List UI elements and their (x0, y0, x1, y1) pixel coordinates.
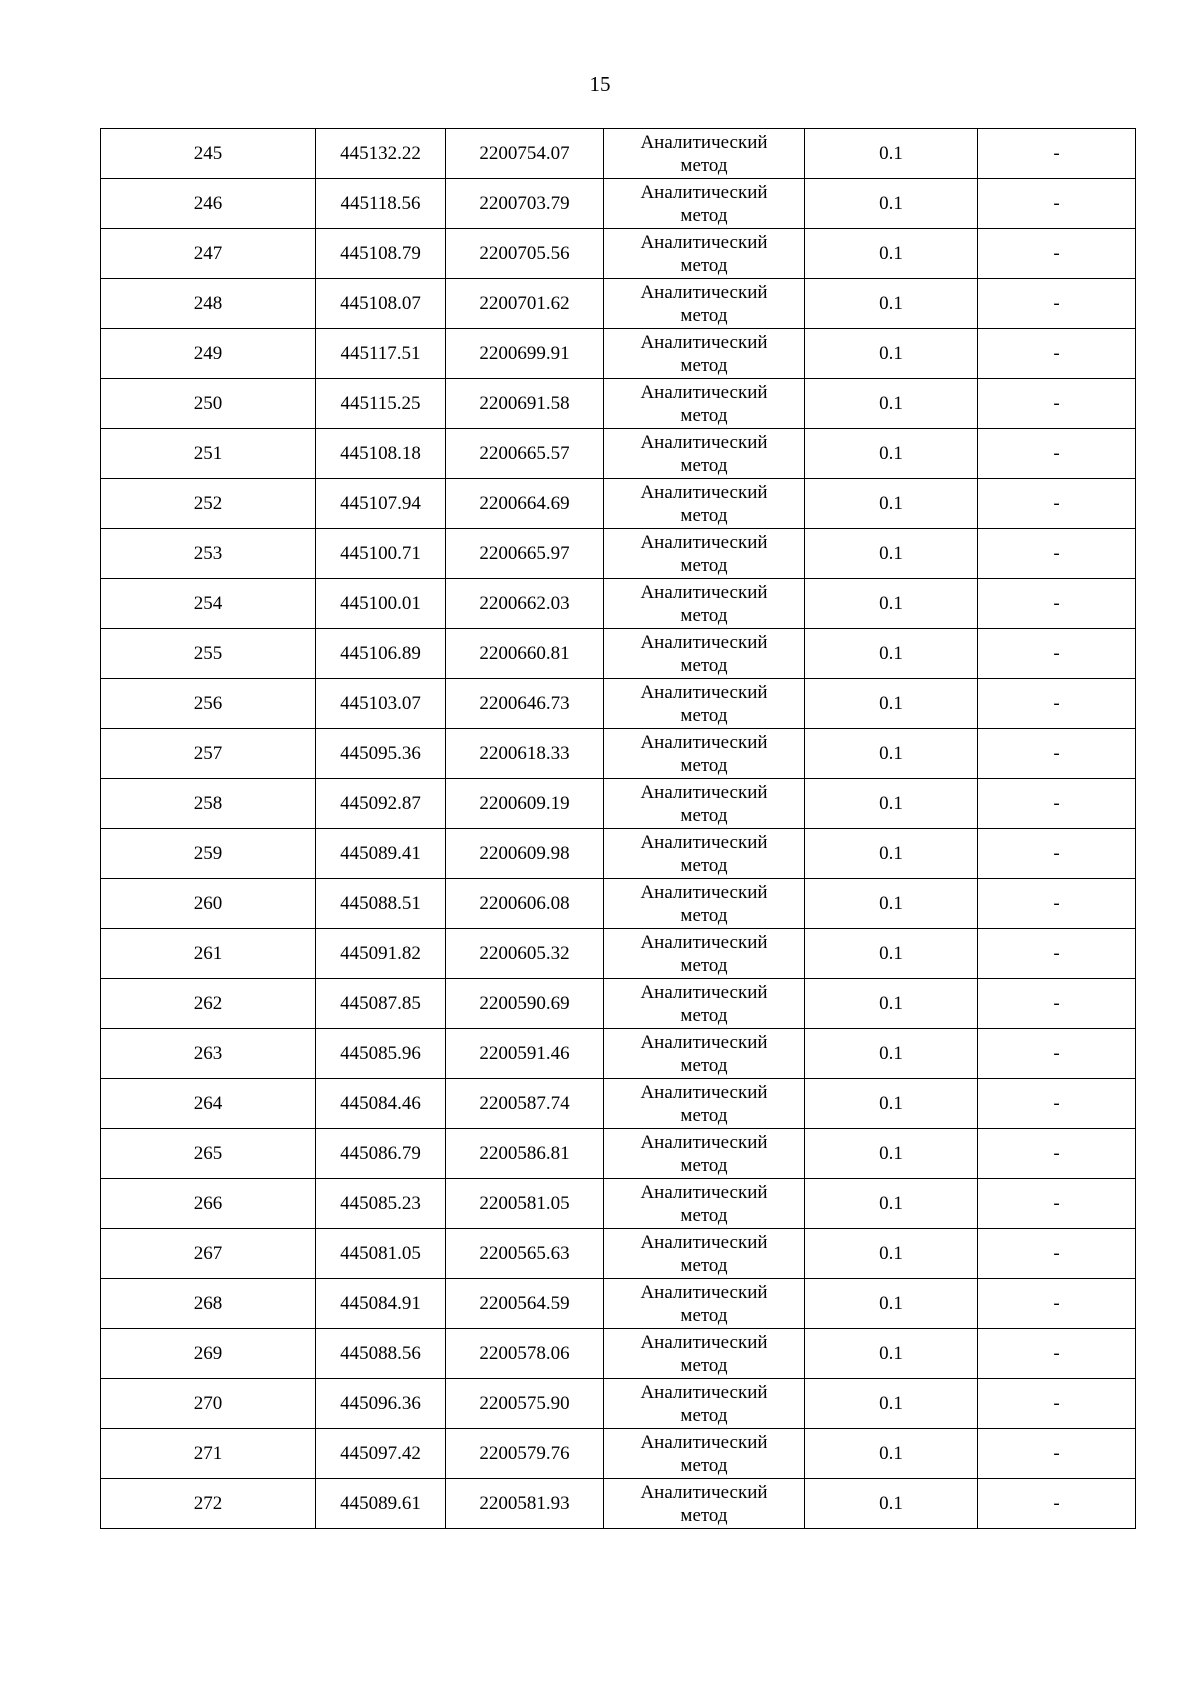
method-line-2: метод (680, 904, 728, 926)
table-row (101, 529, 1136, 579)
note-cell: - (978, 1429, 1136, 1479)
accuracy-cell: 0.1 (805, 729, 978, 779)
accuracy-cell: 0.1 (805, 929, 978, 979)
table-row (101, 579, 1136, 629)
y-coordinate-cell: 2200575.90 (446, 1379, 604, 1429)
accuracy-cell: 0.1 (805, 1279, 978, 1329)
table-row (101, 879, 1136, 929)
table-row (101, 379, 1136, 429)
method-line-2: метод (680, 1404, 728, 1426)
method-line-2: метод (680, 1254, 728, 1276)
point-number-cell: 259 (101, 829, 316, 879)
coordinates-table-body (101, 129, 1136, 1529)
note-cell: - (978, 379, 1136, 429)
y-coordinate-cell: 2200609.98 (446, 829, 604, 879)
method-line-1: Аналитический (640, 481, 768, 503)
y-coordinate-cell: 2200665.97 (446, 529, 604, 579)
method-line-1: Аналитический (640, 1431, 768, 1453)
method-cell (604, 779, 805, 829)
table-row (101, 1229, 1136, 1279)
page-number: 15 (589, 72, 611, 96)
method-cell (604, 1429, 805, 1479)
note-cell: - (978, 1379, 1136, 1429)
accuracy-cell: 0.1 (805, 979, 978, 1029)
method-line-1: Аналитический (640, 731, 768, 753)
method-cell (604, 929, 805, 979)
table-row (101, 1129, 1136, 1179)
note-cell: - (978, 779, 1136, 829)
note-cell: - (978, 329, 1136, 379)
method-line-2: метод (680, 154, 728, 176)
accuracy-cell: 0.1 (805, 429, 978, 479)
accuracy-cell: 0.1 (805, 129, 978, 179)
accuracy-cell: 0.1 (805, 629, 978, 679)
x-coordinate-cell: 445089.41 (316, 829, 446, 879)
method-line-2: метод (680, 504, 728, 526)
method-line-2: метод (680, 1454, 728, 1476)
method-line-2: метод (680, 254, 728, 276)
method-cell (604, 229, 805, 279)
accuracy-cell: 0.1 (805, 479, 978, 529)
point-number-cell: 271 (101, 1429, 316, 1479)
point-number-cell: 257 (101, 729, 316, 779)
x-coordinate-cell: 445085.23 (316, 1179, 446, 1229)
x-coordinate-cell: 445132.22 (316, 129, 446, 179)
note-cell: - (978, 1129, 1136, 1179)
x-coordinate-cell: 445107.94 (316, 479, 446, 529)
note-cell: - (978, 879, 1136, 929)
x-coordinate-cell: 445089.61 (316, 1479, 446, 1529)
y-coordinate-cell: 2200564.59 (446, 1279, 604, 1329)
method-cell (604, 829, 805, 879)
point-number-cell: 255 (101, 629, 316, 679)
method-line-2: метод (680, 204, 728, 226)
point-number-cell: 272 (101, 1479, 316, 1529)
method-cell (604, 1279, 805, 1329)
table-row (101, 1479, 1136, 1529)
note-cell: - (978, 1479, 1136, 1529)
method-cell (604, 279, 805, 329)
method-cell (604, 879, 805, 929)
y-coordinate-cell: 2200581.93 (446, 1479, 604, 1529)
accuracy-cell: 0.1 (805, 679, 978, 729)
method-line-1: Аналитический (640, 381, 768, 403)
x-coordinate-cell: 445088.51 (316, 879, 446, 929)
method-line-1: Аналитический (640, 1331, 768, 1353)
y-coordinate-cell: 2200701.62 (446, 279, 604, 329)
method-line-2: метод (680, 954, 728, 976)
method-line-1: Аналитический (640, 781, 768, 803)
y-coordinate-cell: 2200586.81 (446, 1129, 604, 1179)
x-coordinate-cell: 445081.05 (316, 1229, 446, 1279)
table-row (101, 179, 1136, 229)
point-number-cell: 249 (101, 329, 316, 379)
x-coordinate-cell: 445096.36 (316, 1379, 446, 1429)
x-coordinate-cell: 445108.79 (316, 229, 446, 279)
note-cell: - (978, 229, 1136, 279)
method-line-2: метод (680, 704, 728, 726)
point-number-cell: 266 (101, 1179, 316, 1229)
method-cell (604, 1379, 805, 1429)
method-line-2: метод (680, 604, 728, 626)
method-line-2: метод (680, 454, 728, 476)
point-number-cell: 254 (101, 579, 316, 629)
table-row (101, 1279, 1136, 1329)
point-number-cell: 248 (101, 279, 316, 329)
note-cell: - (978, 929, 1136, 979)
x-coordinate-cell: 445097.42 (316, 1429, 446, 1479)
point-number-cell: 258 (101, 779, 316, 829)
note-cell: - (978, 279, 1136, 329)
accuracy-cell: 0.1 (805, 1429, 978, 1479)
method-line-1: Аналитический (640, 1131, 768, 1153)
table-row (101, 229, 1136, 279)
method-line-1: Аналитический (640, 1281, 768, 1303)
method-line-1: Аналитический (640, 831, 768, 853)
method-line-2: метод (680, 1054, 728, 1076)
method-line-1: Аналитический (640, 1481, 768, 1503)
x-coordinate-cell: 445087.85 (316, 979, 446, 1029)
method-line-2: метод (680, 304, 728, 326)
accuracy-cell: 0.1 (805, 829, 978, 879)
accuracy-cell: 0.1 (805, 1079, 978, 1129)
x-coordinate-cell: 445088.56 (316, 1329, 446, 1379)
table-row (101, 629, 1136, 679)
y-coordinate-cell: 2200578.06 (446, 1329, 604, 1379)
y-coordinate-cell: 2200646.73 (446, 679, 604, 729)
point-number-cell: 263 (101, 1029, 316, 1079)
accuracy-cell: 0.1 (805, 229, 978, 279)
y-coordinate-cell: 2200590.69 (446, 979, 604, 1029)
method-cell (604, 1229, 805, 1279)
method-line-1: Аналитический (640, 881, 768, 903)
method-line-2: метод (680, 1004, 728, 1026)
accuracy-cell: 0.1 (805, 1329, 978, 1379)
method-line-1: Аналитический (640, 1081, 768, 1103)
method-line-2: метод (680, 804, 728, 826)
method-line-1: Аналитический (640, 431, 768, 453)
note-cell: - (978, 429, 1136, 479)
accuracy-cell: 0.1 (805, 879, 978, 929)
method-line-2: метод (680, 654, 728, 676)
table-row (101, 929, 1136, 979)
point-number-cell: 269 (101, 1329, 316, 1379)
coordinates-table (100, 128, 1136, 1529)
table-row (101, 979, 1136, 1029)
note-cell: - (978, 1329, 1136, 1379)
point-number-cell: 270 (101, 1379, 316, 1429)
x-coordinate-cell: 445106.89 (316, 629, 446, 679)
method-line-1: Аналитический (640, 131, 768, 153)
method-cell (604, 129, 805, 179)
table-row (101, 1379, 1136, 1429)
method-line-2: метод (680, 404, 728, 426)
point-number-cell: 264 (101, 1079, 316, 1129)
point-number-cell: 256 (101, 679, 316, 729)
method-cell (604, 979, 805, 1029)
accuracy-cell: 0.1 (805, 779, 978, 829)
method-line-2: метод (680, 1304, 728, 1326)
method-line-2: метод (680, 1104, 728, 1126)
method-cell (604, 1329, 805, 1379)
method-line-1: Аналитический (640, 181, 768, 203)
x-coordinate-cell: 445100.01 (316, 579, 446, 629)
note-cell: - (978, 129, 1136, 179)
method-cell (604, 1179, 805, 1229)
method-line-1: Аналитический (640, 281, 768, 303)
method-cell (604, 1029, 805, 1079)
y-coordinate-cell: 2200699.91 (446, 329, 604, 379)
method-cell (604, 579, 805, 629)
method-line-1: Аналитический (640, 1031, 768, 1053)
table-row (101, 1429, 1136, 1479)
method-line-1: Аналитический (640, 931, 768, 953)
accuracy-cell: 0.1 (805, 179, 978, 229)
point-number-cell: 262 (101, 979, 316, 1029)
method-cell (604, 479, 805, 529)
point-number-cell: 247 (101, 229, 316, 279)
note-cell: - (978, 1029, 1136, 1079)
x-coordinate-cell: 445091.82 (316, 929, 446, 979)
table-row (101, 729, 1136, 779)
method-line-1: Аналитический (640, 331, 768, 353)
x-coordinate-cell: 445108.07 (316, 279, 446, 329)
method-line-1: Аналитический (640, 1181, 768, 1203)
x-coordinate-cell: 445085.96 (316, 1029, 446, 1079)
table-row (101, 429, 1136, 479)
x-coordinate-cell: 445118.56 (316, 179, 446, 229)
y-coordinate-cell: 2200579.76 (446, 1429, 604, 1479)
accuracy-cell: 0.1 (805, 379, 978, 429)
y-coordinate-cell: 2200705.56 (446, 229, 604, 279)
method-cell (604, 629, 805, 679)
point-number-cell: 253 (101, 529, 316, 579)
method-line-1: Аналитический (640, 581, 768, 603)
table-row (101, 329, 1136, 379)
y-coordinate-cell: 2200703.79 (446, 179, 604, 229)
accuracy-cell: 0.1 (805, 1129, 978, 1179)
y-coordinate-cell: 2200754.07 (446, 129, 604, 179)
point-number-cell: 252 (101, 479, 316, 529)
note-cell: - (978, 629, 1136, 679)
method-line-1: Аналитический (640, 1381, 768, 1403)
method-cell (604, 529, 805, 579)
y-coordinate-cell: 2200665.57 (446, 429, 604, 479)
y-coordinate-cell: 2200609.19 (446, 779, 604, 829)
method-line-2: метод (680, 1204, 728, 1226)
y-coordinate-cell: 2200591.46 (446, 1029, 604, 1079)
y-coordinate-cell: 2200606.08 (446, 879, 604, 929)
x-coordinate-cell: 445103.07 (316, 679, 446, 729)
accuracy-cell: 0.1 (805, 1229, 978, 1279)
method-line-1: Аналитический (640, 981, 768, 1003)
x-coordinate-cell: 445084.46 (316, 1079, 446, 1129)
point-number-cell: 267 (101, 1229, 316, 1279)
x-coordinate-cell: 445117.51 (316, 329, 446, 379)
method-line-1: Аналитический (640, 531, 768, 553)
table-row (101, 1079, 1136, 1129)
x-coordinate-cell: 445108.18 (316, 429, 446, 479)
method-cell (604, 429, 805, 479)
point-number-cell: 261 (101, 929, 316, 979)
table-row (101, 1029, 1136, 1079)
table-row (101, 129, 1136, 179)
method-line-1: Аналитический (640, 231, 768, 253)
method-cell (604, 679, 805, 729)
method-line-1: Аналитический (640, 1231, 768, 1253)
x-coordinate-cell: 445100.71 (316, 529, 446, 579)
table-row (101, 479, 1136, 529)
y-coordinate-cell: 2200691.58 (446, 379, 604, 429)
note-cell: - (978, 1279, 1136, 1329)
method-line-1: Аналитический (640, 631, 768, 653)
table-row (101, 829, 1136, 879)
y-coordinate-cell: 2200581.05 (446, 1179, 604, 1229)
method-line-2: метод (680, 1354, 728, 1376)
point-number-cell: 260 (101, 879, 316, 929)
point-number-cell: 250 (101, 379, 316, 429)
method-cell (604, 379, 805, 429)
accuracy-cell: 0.1 (805, 579, 978, 629)
method-line-2: метод (680, 354, 728, 376)
y-coordinate-cell: 2200605.32 (446, 929, 604, 979)
note-cell: - (978, 1229, 1136, 1279)
note-cell: - (978, 529, 1136, 579)
point-number-cell: 251 (101, 429, 316, 479)
method-line-2: метод (680, 1504, 728, 1526)
method-cell (604, 729, 805, 779)
accuracy-cell: 0.1 (805, 529, 978, 579)
table-row (101, 279, 1136, 329)
method-line-2: метод (680, 554, 728, 576)
point-number-cell: 245 (101, 129, 316, 179)
x-coordinate-cell: 445084.91 (316, 1279, 446, 1329)
accuracy-cell: 0.1 (805, 1379, 978, 1429)
accuracy-cell: 0.1 (805, 1029, 978, 1079)
note-cell: - (978, 1079, 1136, 1129)
x-coordinate-cell: 445092.87 (316, 779, 446, 829)
note-cell: - (978, 979, 1136, 1029)
x-coordinate-cell: 445115.25 (316, 379, 446, 429)
method-line-2: метод (680, 754, 728, 776)
note-cell: - (978, 1179, 1136, 1229)
accuracy-cell: 0.1 (805, 1479, 978, 1529)
method-cell (604, 1129, 805, 1179)
accuracy-cell: 0.1 (805, 1179, 978, 1229)
method-cell (604, 329, 805, 379)
method-cell (604, 1479, 805, 1529)
note-cell: - (978, 679, 1136, 729)
point-number-cell: 268 (101, 1279, 316, 1329)
method-line-2: метод (680, 854, 728, 876)
table-row (101, 679, 1136, 729)
table-row (101, 1329, 1136, 1379)
note-cell: - (978, 179, 1136, 229)
accuracy-cell: 0.1 (805, 279, 978, 329)
x-coordinate-cell: 445095.36 (316, 729, 446, 779)
y-coordinate-cell: 2200664.69 (446, 479, 604, 529)
table-row (101, 779, 1136, 829)
y-coordinate-cell: 2200618.33 (446, 729, 604, 779)
point-number-cell: 265 (101, 1129, 316, 1179)
point-number-cell: 246 (101, 179, 316, 229)
table-row (101, 1179, 1136, 1229)
note-cell: - (978, 479, 1136, 529)
accuracy-cell: 0.1 (805, 329, 978, 379)
note-cell: - (978, 729, 1136, 779)
y-coordinate-cell: 2200660.81 (446, 629, 604, 679)
method-cell (604, 1079, 805, 1129)
x-coordinate-cell: 445086.79 (316, 1129, 446, 1179)
method-line-2: метод (680, 1154, 728, 1176)
y-coordinate-cell: 2200662.03 (446, 579, 604, 629)
method-cell (604, 179, 805, 229)
y-coordinate-cell: 2200565.63 (446, 1229, 604, 1279)
method-line-1: Аналитический (640, 681, 768, 703)
note-cell: - (978, 829, 1136, 879)
y-coordinate-cell: 2200587.74 (446, 1079, 604, 1129)
note-cell: - (978, 579, 1136, 629)
